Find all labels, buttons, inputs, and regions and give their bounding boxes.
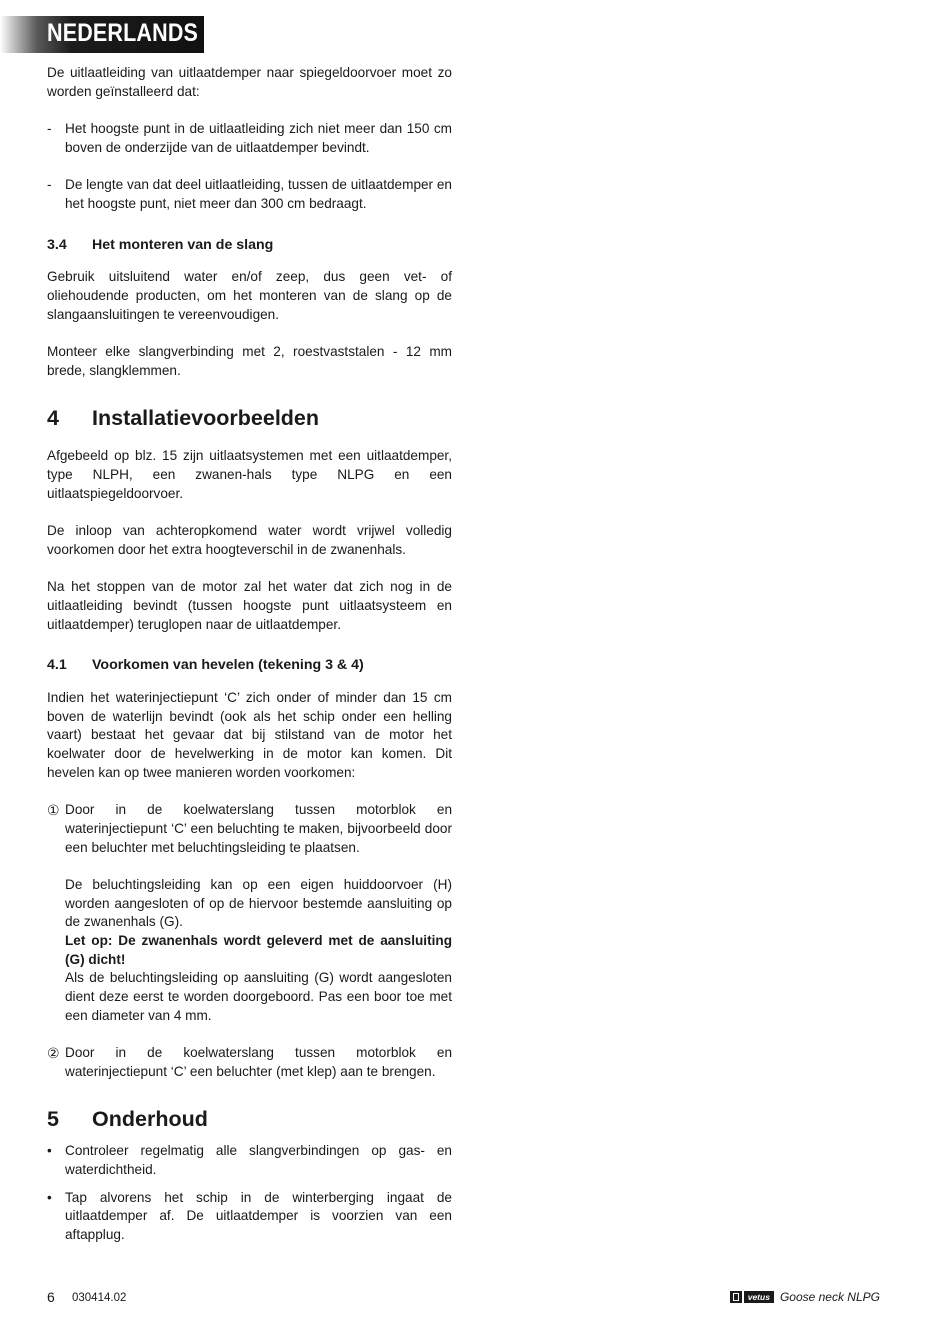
section-4-1-heading [47, 656, 452, 675]
item-text: Door in de koelwaterslang tussen motorblok en waterinjectiepunt ‘C’ een beluchting te maken, bijvoorbeeld door een beluchter met beluchtingsleiding te plaatsen. [65, 802, 452, 855]
section-4-heading [47, 405, 452, 430]
paragraph: Na het stoppen van de motor zal het water dat zich nog in de uitlaatleiding bevindt (tussen hoogste punt uitlaatsysteem en uitlaatdemper) teruglopen naar de uitlaatdemper. [47, 579, 452, 632]
section-title: Voorkomen van hevelen (tekening 3 & 4) [92, 657, 364, 674]
paragraph: De inloop van achteropkomend water wordt vrijwel volledig voorkomen door het extra hoogteverschil in de zwanenhals. [47, 523, 452, 557]
section-title: Onderhoud [92, 1106, 208, 1131]
paragraph: Afgebeeld op blz. 15 zijn uitlaatsystemen met een uitlaatdemper, type NLPH, een zwanen-hals type NLPG en een uitlaatspiegeldoorvoer. [47, 448, 452, 501]
footer-brand [730, 1290, 880, 1304]
section-number: 5 [47, 1106, 59, 1131]
dash-text: De lengte van dat deel uitlaatleiding, tussen de uitlaatdemper en het hoogste punt, niet meer dan 300 cm bedraagt. [65, 177, 452, 211]
dash-item [47, 176, 452, 213]
vetus-logo [730, 1291, 774, 1303]
paragraph: Indien het waterinjectiepunt ‘C’ zich onder of minder dan 15 cm boven de waterlijn bevindt (ook als het schip onder een helling vaart) bestaat het gevaar dat bij stilstand van de motor het koelwater door de hevelwerking in de motor kan komen. Dit hevelen kan op twee manieren worden voorkomen: [47, 689, 452, 780]
document-code: 030414.02 [72, 1292, 127, 1304]
circled-one-icon: ① [47, 802, 60, 819]
item-text: Door in de koelwaterslang tussen motorblok en waterinjectiepunt ‘C’ een beluchter (met klep) aan te brengen. [65, 1045, 452, 1079]
item-text: Als de beluchtingsleiding op aansluiting (G) wordt aangesloten dient deze eerst te worden doorgeboord. Pas een boor toe met een diameter van 4 mm. [65, 970, 452, 1023]
item-text: De beluchtingsleiding kan op een eigen huiddoorvoer (H) worden aangesloten of op de hiervoor bestemde aansluiting op de zwanenhals (G). [65, 876, 452, 930]
dash-text: Het hoogste punt in de uitlaatleiding zich niet meer dan 150 cm boven de onderzijde van de uitlaatdemper bevindt. [65, 121, 452, 155]
warning-text: Let op: De zwanenhals wordt geleverd met de aansluiting (G) dicht! [65, 933, 452, 967]
bullet-item [47, 1189, 452, 1245]
dash-item [47, 120, 452, 157]
numbered-item-2 [47, 1044, 452, 1081]
circled-two-icon: ② [47, 1045, 60, 1062]
main-column [47, 64, 452, 1245]
intro-paragraph: De uitlaatleiding van uitlaatdemper naar spiegeldoorvoer moet zo worden geïnstalleerd dat: [47, 65, 452, 99]
section-number: 4.1 [47, 657, 67, 674]
bullet-text: Controleer regelmatig alle slangverbindingen op gas- en waterdichtheid. [65, 1143, 452, 1178]
numbered-item-1 [47, 801, 452, 1025]
bullet-item [47, 1142, 452, 1179]
paragraph: Gebruik uitsluitend water en/of zeep, dus geen vet- of oliehoudende producten, om het monteren van de slang op de slangaansluitingen te vereenvoudigen. [47, 269, 452, 322]
section-number: 4 [47, 405, 59, 430]
section-number: 3.4 [47, 236, 67, 253]
logo-word: vetus [744, 1291, 774, 1303]
bullet-text: Tap alvorens het schip in de winterberging ingaat de uitlaatdemper af. De uitlaatdemper is voorzien van een aftapplug. [65, 1189, 452, 1243]
section-title: Installatievoorbeelden [92, 405, 320, 430]
dash-marker: - [47, 121, 52, 137]
page-number: 6 [47, 1289, 55, 1305]
logo-mark-icon [730, 1291, 742, 1303]
section-title: Het monteren van de slang [92, 236, 274, 253]
bullet-marker: • [47, 1143, 52, 1159]
bullet-marker: • [47, 1189, 52, 1205]
language-label: NEDERLANDS [47, 19, 199, 47]
dash-marker: - [47, 177, 52, 193]
section-5-heading [47, 1106, 452, 1131]
paragraph: Monteer elke slangverbinding met 2, roestvaststalen - 12 mm brede, slangklemmen. [47, 344, 452, 378]
product-name: Goose neck NLPG [779, 1290, 880, 1304]
section-3-4-heading [47, 236, 452, 255]
